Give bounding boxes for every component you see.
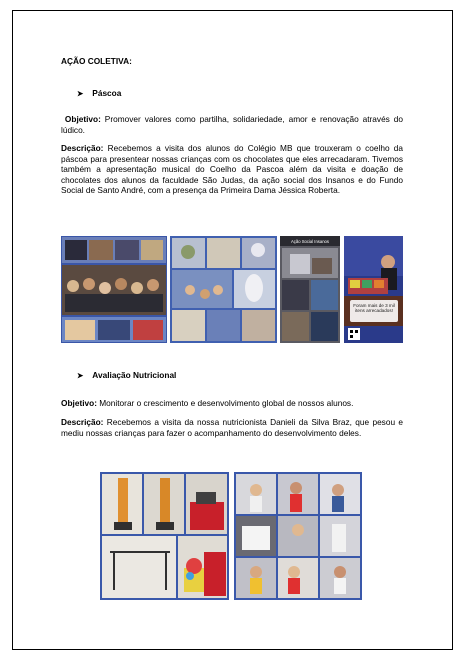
pascoa-collage-2	[170, 236, 277, 343]
arrow-bullet-icon: ➤	[77, 370, 84, 380]
objective-text: Monitorar o crescimento e desenvolvimento global de nossos alunos.	[96, 398, 354, 408]
pascoa-story-insanos	[280, 236, 340, 343]
main-heading: AÇÃO COLETIVA:	[61, 56, 132, 66]
story-caption-text: Foram mais de 3 mil itens arrecadados!	[353, 303, 395, 314]
story-header-text: Ação Social Insanos	[291, 239, 329, 244]
objective-label: Objetivo:	[64, 114, 101, 124]
section-nutricional-title	[77, 370, 176, 380]
nutricional-objective	[61, 398, 403, 409]
arrow-bullet-icon: ➤	[77, 88, 84, 98]
objective-text: Promover valores como partilha, solidariedade, amor e renovação através do lúdico.	[61, 114, 403, 135]
description-label: Descrição:	[61, 143, 104, 153]
description-text: Recebemos a visita da nossa nutricionista Danieli da Silva Braz, que pesou e mediu nossas crianças para fazer o acompanhamento do desenvolvimento deles.	[61, 417, 403, 438]
pascoa-story-donations	[344, 236, 403, 343]
section-title-label: Páscoa	[92, 88, 122, 98]
pascoa-objective	[61, 114, 403, 135]
section-title-label: Avaliação Nutricional	[92, 370, 177, 380]
nutricional-description	[61, 417, 403, 438]
description-label: Descrição:	[61, 417, 104, 427]
pascoa-description	[61, 143, 403, 196]
pascoa-collage-1	[61, 236, 167, 343]
objective-label: Objetivo:	[61, 398, 97, 408]
nutricional-collage-children	[234, 472, 362, 600]
nutricional-collage-equipment	[100, 472, 229, 600]
description-text: Recebemos a visita dos alunos do Colégio MB que trouxeram o coelho da páscoa para presentear nossas crianças com os chocolates que eles arrecadaram. Tivemos também a apresentação musical do Coelho da Pascoa além da visita e doação de chocolates dos alunos da faculdade São Judas, da ação social dos Insanos e do Fundo Social de Santo André, com a presença da Primeira Dama Jéssica Roberta.	[61, 143, 403, 195]
section-pascoa-title	[77, 88, 121, 98]
